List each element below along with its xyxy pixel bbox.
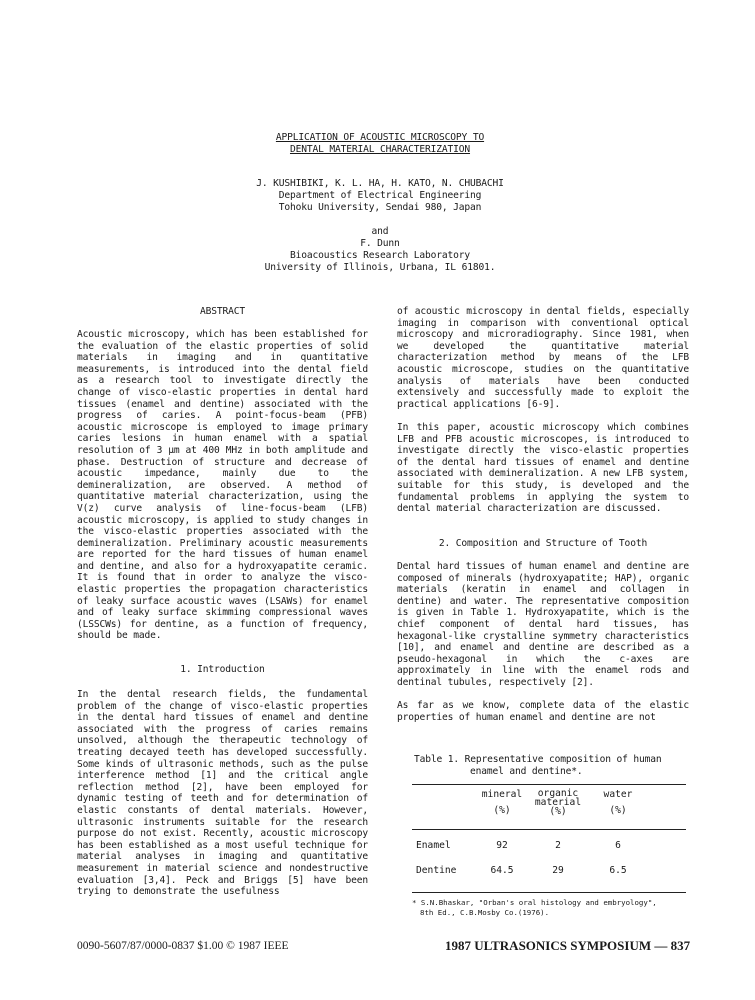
- header-water: water: [603, 789, 633, 800]
- table-footnote: [412, 898, 686, 918]
- right-paragraph-2: In this paper, acoustic microscopy which combines LFB and PFB acoustic microscopes, is introduced to investigate directly the visco-elastic properties of the dental hard tissues of enamel and dentine associated with demineralization. A new LFB system, suitable for this study, is developed and the fundamental problems in applying the system to dental material characterization are discussed.: [397, 422, 689, 515]
- author-block: [150, 178, 610, 274]
- right-paragraph-1: of acoustic microscopy in dental fields, especially imaging in comparison with conventional optical microscopy and microradiography. Since 1981, when we developed the quantitative material characterization method by means of the LFB acoustic microscope, studies on the quantitative analysis of materials have been conducted extensively and successfully made to exploit the practical applications [6-9].: [397, 306, 689, 410]
- symposium-page-number: 1987 ULTRASONICS SYMPOSIUM — 837: [445, 938, 691, 953]
- header-mineral: mineral: [481, 789, 523, 800]
- cell-organic: 2: [555, 840, 561, 851]
- right-paragraph-3: Dental hard tissues of human enamel and dentine are composed of minerals (hydroxyapatite; HAP), organic materials (keratin in enamel and collagen in dentine) and water. The representative composition is given in Table 1. Hydroxyapatite, which is the chief component of dental hard tissues, has hexagonal-like crystalline symmetry characteristics [10], and enamel and dentine are described as a pseudo-hexagonal in which the c-axes are approximately in line with the enamel rods and dentinal tubules, respectively [2].: [397, 561, 689, 688]
- header-water-unit: (%): [609, 805, 627, 816]
- row-label: Dentine: [416, 865, 457, 876]
- paper-title: [150, 132, 610, 156]
- introduction-text: In the dental research fields, the fundamental problem of the change of visco-elastic properties in the dental hard tissues of enamel and dentine associated with the progress of caries remains unsolved, although the therapeutic technology of treating decayed teeth has developed successfully. Some kinds of ultrasonic methods, such as the pulse interference method [1] and the critical angle reflection method [2], have been employed for dynamic testing of teeth and for determination of elastic constants of dental materials. However, ultrasonic instruments suitable for the research purpose do not exist. Recently, acoustic microscopy has been established as a most useful technique for material analyses in imaging and quantitative measurement in material science and nondestructive evaluation [3,4]. Peck and Briggs [5] have been trying to demonstrate the usefulness: [77, 689, 368, 898]
- table-footnote-line-2: 8th Ed., C.B.Mosby Co.(1976).: [420, 908, 550, 917]
- title-line-2: DENTAL MATERIAL CHARACTERIZATION: [289, 144, 471, 155]
- introduction-heading: 1. Introduction: [180, 664, 265, 675]
- cell-organic: 29: [552, 865, 564, 876]
- author-department: Department of Electrical Engineering: [278, 190, 482, 201]
- header-organic: [524, 789, 592, 816]
- right-paragraph-4: As far as we know, complete data of the elastic properties of human enamel and dentine are not: [397, 700, 689, 723]
- row-label: Enamel: [416, 840, 451, 851]
- author-names: J. KUSHIBIKI, K. L. HA, H. KATO, N. CHUBACHI: [256, 178, 504, 189]
- author-and: and: [371, 226, 389, 237]
- cell-water: 6.5: [609, 865, 627, 876]
- composition-table: [412, 784, 686, 918]
- table-caption-line-2: enamel and dentine*.: [470, 766, 583, 777]
- abstract-text: Acoustic microscopy, which has been established for the evaluation of the elastic properties of solid materials in imaging and in quantitative measurements, is introduced into the dental field as a research tool to investigate directly the change of visco-elastic properties in dental hard tissues (enamel and dentine) associated with the progress of caries. A point-focus-beam (PFB) acoustic microscope is employed to image primary caries lesions in human enamel with a spatial resolution of 3 μm at 400 MHz in both amplitude and phase. Destruction of structure and decrease of acoustic impedance, mainly due to the demineralization, are observed. A method of quantitative material characterization, using the V(z) curve analysis of line-focus-beam (LFB) acoustic microscopy, is applied to study changes in the visco-elastic properties associated with the demineralization. Preliminary acoustic measurements are reported for the hard tissues of human enamel and dentine, and also for a hydroxyapatite ceramic. It is found that in order to analyze the visco-elastic properties the propagation characteristics of leaky surface acoustic waves (LSAWs) for enamel and of leaky surface skimming compressional waves (LSSCWs) for dentine, as a function of frequency, should be made.: [77, 329, 368, 642]
- cell-mineral: 64.5: [490, 865, 514, 876]
- table-caption-line-1: Table 1. Representative composition of human: [414, 754, 662, 765]
- cell-mineral: 92: [496, 840, 508, 851]
- copyright-line: 0090-5607/87/0000-0837 $1.00 © 1987 IEEE: [77, 940, 289, 952]
- title-line-1: APPLICATION OF ACOUSTIC MICROSCOPY TO: [275, 132, 485, 143]
- author-university: Tohoku University, Sendai 980, Japan: [278, 202, 482, 213]
- header-organic-line-2: material: [534, 797, 582, 808]
- author-university-2: University of Illinois, Urbana, IL 61801.: [264, 262, 496, 273]
- cell-water: 6: [615, 840, 621, 851]
- table-footnote-line-1: * S.N.Bhaskar, "Orban's oral histology and embryology",: [412, 898, 657, 907]
- author-lab: Bioacoustics Research Laboratory: [289, 250, 471, 261]
- section-2-heading: 2. Composition and Structure of Tooth: [438, 538, 648, 549]
- header-mineral-unit: (%): [493, 805, 511, 816]
- abstract-heading: ABSTRACT: [199, 306, 245, 317]
- header-organic-line-1: organic: [537, 788, 579, 799]
- table-caption: [414, 754, 684, 778]
- author-name-2: F. Dunn: [360, 238, 400, 249]
- header-organic-unit: (%): [549, 806, 567, 817]
